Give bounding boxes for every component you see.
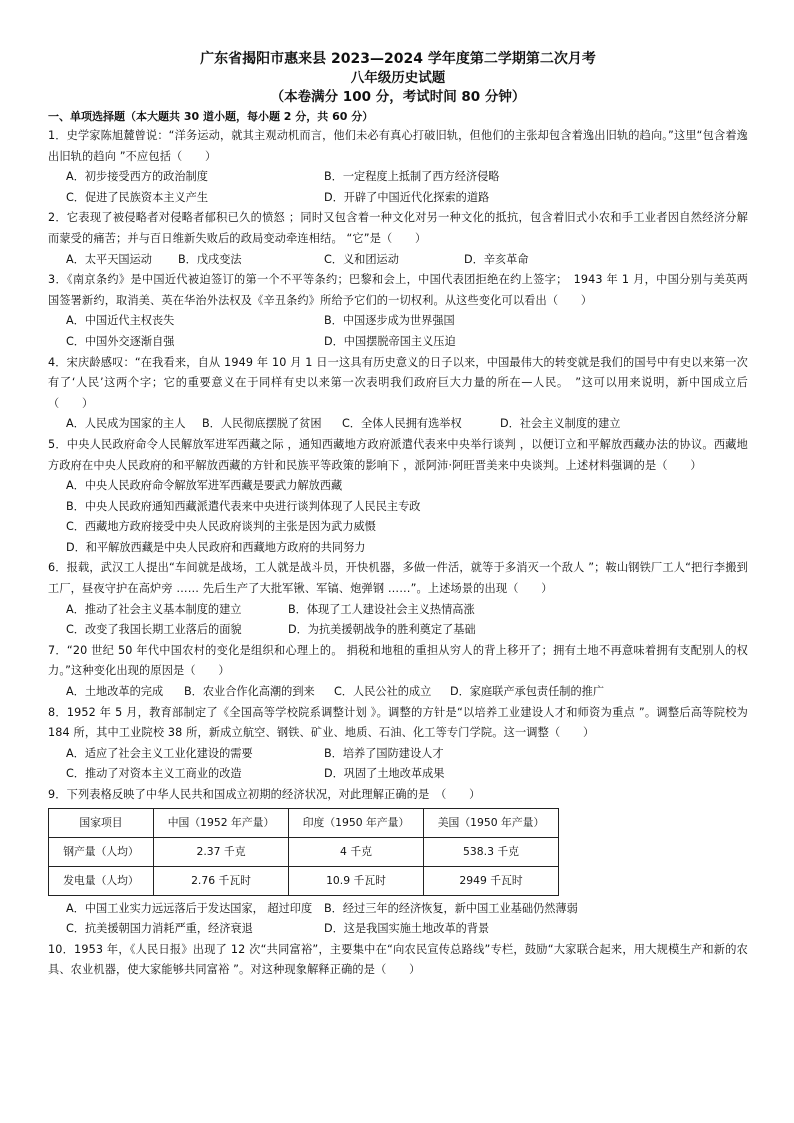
- option-c: C．推动了对资本主义工商业的改造: [66, 767, 242, 781]
- option-c: C．人民公社的成立: [334, 685, 432, 699]
- exam-subtitle: 八年级历史试题: [350, 70, 446, 86]
- question-stem: 1．史学家陈旭麓曾说：“洋务运动，就其主观动机而言，他们未必有真心打破旧轨，但他们的主张却包含着逸出旧轨的趋向。”这里“包含着逸出旧轨的趋向 ”不应包括（ ）: [48, 129, 748, 163]
- exam-page: [48, 50, 748, 981]
- question-6: [48, 558, 748, 640]
- question-7: [48, 641, 748, 703]
- option-b: B．中央人民政府通知西藏派遣代表来中央进行谈判体现了人民民主专政: [66, 499, 421, 513]
- table-cell: 538.3 千克: [424, 837, 559, 866]
- option-c: C．抗美援朝国力消耗严重，经济衰退: [66, 922, 253, 936]
- table-cell: 4 千克: [289, 837, 424, 866]
- question-stem: 9．下列表格反映了中华人民共和国成立初期的经济状况，对此理解正确的是 （ ）: [48, 788, 481, 801]
- option-d: D．巩固了土地改革成果: [324, 767, 445, 781]
- option-d: D．中国摆脱帝国主义压迫: [324, 334, 456, 348]
- option-b: B．人民彻底摆脱了贫困: [202, 417, 322, 431]
- economy-table: [48, 808, 559, 896]
- option-b: B．培养了国防建设人才: [324, 746, 444, 760]
- option-d: D．家庭联产承包责任制的推广: [450, 685, 605, 699]
- option-a: A．中央人民政府命令解放军进军西藏是要武力解放西藏: [66, 479, 343, 493]
- table-header-cell: 美国（1950 年产量）: [424, 808, 559, 837]
- exam-title: 广东省揭阳市惠来县 2023—2024 学年度第二学期第二次月考: [200, 51, 596, 67]
- question-5: [48, 435, 748, 559]
- table-cell: 钢产量（人均）: [49, 837, 154, 866]
- option-c: C．改变了我国长期工业落后的面貌: [66, 623, 242, 637]
- option-a: A．人民成为国家的主人: [66, 417, 186, 431]
- question-stem: 5．中央人民政府命令人民解放军进军西藏之际 ，通知西藏地方政府派遣代表来中央举行谈判 ，以便订立和平解放西藏办法的协议。西藏地方政府在中央人民政府的和平解放西藏的方针和民族平等政策的影响下 ，派阿沛·阿旺晋美来中央谈判。上述材料强调的是（ ）: [48, 437, 748, 472]
- option-a: A．土地改革的完成: [66, 685, 164, 699]
- table-row: [49, 866, 559, 895]
- question-8: [48, 703, 748, 785]
- table-cell: 2.37 千克: [154, 837, 289, 866]
- table-header-row: [49, 808, 559, 837]
- option-b: B．一定程度上抵制了西方经济侵略: [324, 170, 500, 184]
- question-1: [48, 126, 748, 208]
- option-a: A．中国近代主权丧失: [66, 314, 175, 328]
- question-3: [48, 270, 748, 352]
- option-a: A．中国工业实力远远落后于发达国家， 超过印度: [66, 901, 313, 915]
- table-header-cell: 中国（1952 年产量）: [154, 808, 289, 837]
- question-stem: 3．《南京条约》是中国近代被迫签订的第一个不平等条约；巴黎和会上，中国代表团拒绝在约上签字； 1943 年 1 月，中国分别与美英两国签署新约，取消美、英在华治外法权及《辛丑条约》所给予它们的一切权利。从这些变化可以看出（ ）: [48, 273, 748, 307]
- option-d: D．社会主义制度的建立: [500, 417, 621, 431]
- question-stem: 8．1952 年 5 月，教育部制定了《全国高等学校院系调整计划 》。调整的方针是“以培养工业建设人才和师资为重点 ”。调整后高等院校为 184 所，其中工业院校 38 所，新成立航空、钢铁、矿业、地质、石油、化工等专门学院。这一调整（ ）: [48, 705, 748, 740]
- question-9: [48, 785, 748, 940]
- option-d: D．为抗美援朝战争的胜利奠定了基础: [288, 623, 476, 637]
- option-d: D．开辟了中国近代化探索的道路: [324, 190, 490, 204]
- option-d: D．这是我国实施土地改革的背景: [324, 922, 490, 936]
- table-header-cell: 国家项目: [49, 808, 154, 837]
- question-stem: 10．1953 年，《人民日报》出现了 12 次“共同富裕”，主要集中在“向农民宣传总路线”专栏，鼓励“大家联合起来，用大规模生产和新的农具、农业机器，使大家能够共同富裕 ”。对这种现象解释正确的是（ ）: [48, 942, 748, 977]
- option-c: C．中国外交逐渐自强: [66, 334, 175, 348]
- option-a: A．适应了社会主义工业化建设的需要: [66, 746, 253, 760]
- option-c: C．全体人民拥有选举权: [342, 417, 462, 431]
- table-cell: 发电量（人均）: [49, 866, 154, 895]
- table-cell: 10.9 千瓦时: [289, 866, 424, 895]
- question-4: [48, 353, 748, 435]
- exam-note: （本卷满分 100 分，考试时间 80 分钟）: [270, 89, 526, 105]
- section-heading: 一、单项选择题（本大题共 30 道小题，每小题 2 分，共 60 分）: [48, 110, 374, 123]
- option-d: D．辛亥革命: [464, 252, 529, 266]
- table-cell: 2.76 千瓦时: [154, 866, 289, 895]
- option-c: C．促进了民族资本主义产生: [66, 190, 209, 204]
- question-stem: 4．宋庆龄感叹：“在我看来，自从 1949 年 10 月 1 日一这具有历史意义的日子以来，中国最伟大的转变就是我们的国号中有史以来第一次有了‘人民’这两个字；它的重要意义在于同样有史以来第一次表明我们政府巨大力量的所在—人民。 ”这可以用来说明，新中国成立后（ ）: [48, 355, 748, 410]
- option-c: C．西藏地方政府接受中央人民政府谈判的主张是因为武力威慑: [66, 520, 376, 534]
- option-b: B．经过三年的经济恢复，新中国工业基础仍然薄弱: [324, 901, 578, 915]
- option-b: B．体现了工人建设社会主义热情高涨: [288, 602, 475, 616]
- question-10: [48, 940, 748, 981]
- table-header-cell: 印度（1950 年产量）: [289, 808, 424, 837]
- option-d: D．和平解放西藏是中央人民政府和西藏地方政府的共同努力: [66, 540, 366, 554]
- question-stem: 7．“20 世纪 50 年代中国农村的变化是组织和心理上的。 捐税和地租的重担从穷人的背上移开了；拥有土地不再意味着拥有支配别人的权力。”这种变化出现的原因是（ ）: [48, 643, 748, 678]
- table-cell: 2949 千瓦时: [424, 866, 559, 895]
- option-b: B．中国逐步成为世界强国: [324, 314, 455, 328]
- option-a: A．初步接受西方的政治制度: [66, 170, 208, 184]
- option-c: C．义和团运动: [324, 252, 399, 266]
- question-stem: 2．它表现了被侵略者对侵略者郁积已久的愤怒 ；同时又包含着一种文化对另一种文化的抵抗，包含着旧式小农和手工业者因自然经济分解而蒙受的痛苦；并与百日维新失败后的政局变动牵连相结。 “它”是（ ）: [48, 211, 748, 245]
- option-b: B．戊戌变法: [178, 252, 242, 266]
- option-a: A．太平天国运动: [66, 252, 152, 266]
- question-stem: 6．报载，武汉工人提出“车间就是战场，工人就是战斗员，开快机器，多做一件活，就等于多消灭一个敌人 ”；鞍山钢铁厂工人“把行李搬到工厂，昼夜守护在高炉旁 …… 先后生产了大批军锹、军镐、炮弹钢 ……”。上述场景的出现（ ）: [48, 561, 748, 596]
- option-a: A．推动了社会主义基本制度的建立: [66, 602, 242, 616]
- option-b: B．农业合作化高潮的到来: [184, 685, 315, 699]
- table-row: [49, 837, 559, 866]
- question-2: [48, 208, 748, 270]
